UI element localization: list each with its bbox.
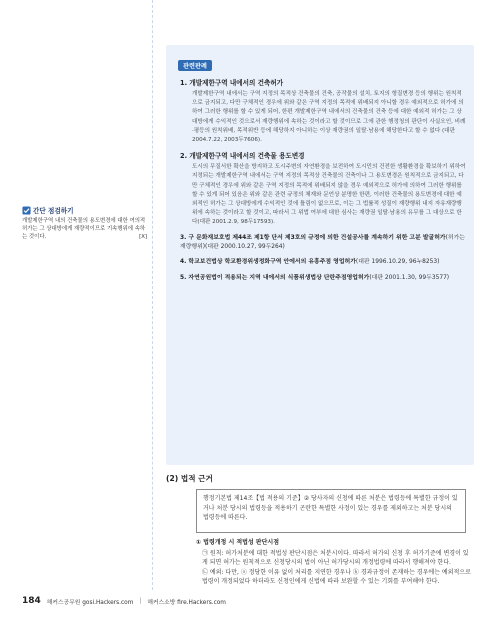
case-2-title: 2. 개발제한구역 내에서의 건축물 용도변경	[180, 152, 305, 161]
case-4-citation: (대판 1996.10.29, 96누8253)	[355, 259, 440, 266]
case-1-body: 개발제한구역 내에서는 구역 지정의 목적상 건축물의 건축, 공작물의 설치, 토지의 형질변경 등의 행위는 원칙적으로 금지되고, 다만 구체적인 경우에 위와 같은 구역 지정의 목적에 위배되지 아니할 경우 예외적으로 허가에 의하여 그러한 행위를 할 수 있게 되어, 한편 개발제한구역 내에서의 건축물의 건축 등에 대한 예외적 허가는 그 상대방에게 수익적인 것으로서 재량행위에 속하는 것이라고 할 것이므로 그에 관한 행정청의 판단이 사실오인, 비례·평등의 원칙위배, 목적위반 등에 해당하지 아니하는 이상 재량권의 일탈·남용에 해당한다고 할 수 없다 (대판 2004.7.22, 2003두7606).	[192, 91, 466, 144]
quick-check-title: 간단 점검하기	[33, 207, 74, 215]
timing-exception: ㉡ 예외: 다만, ⓐ 정당한 이유 없이 처리를 지연한 경우나 ⓑ 경과규정이 존재하는 경우에는 예외적으로 법령이 개정되었다 하더라도 신청인에게 신법에 따라 보완할 수 있는 기회를 부여해야 한다.	[202, 568, 471, 586]
page-footer	[22, 596, 226, 606]
case-3	[180, 234, 466, 253]
quick-check-answer: [X]	[139, 234, 147, 240]
timing-title: ① 법령개정 시 적법성 판단시점	[196, 539, 279, 546]
case-2-body: 도시의 무질서한 확산을 방지하고 도시주변의 자연환경을 보전하여 도시민의 건전한 생활환경을 확보하기 위하여 지정되는 개발제한구역 내에서는 구역 지정의 목적상 건축물의 건축이나 그 용도변경은 원칙적으로 금지되고, 다만 구체적인 경우에 위와 같은 구역 지정의 목적에 위배되지 않을 경우 예외적으로 허가에 의하여 그러한 행위를 할 수 있게 되어 있음은 위와 같은 관련 규정의 체재와 문언상 분명한 한편, 이러한 건축물의 용도변경에 대한 예외적인 허가는 그 상대방에게 수익적인 것에 틀림이 없으므로, 이는 그 법률적 성질이 재량행위 내지 자유재량행위에 속하는 것이라고 할 것이고, 따라서 그 위법 여부에 대한 심사는 재량권 일탈·남용의 유무를 그 대상으로 한다(대판 2001.2.9, 98두17593).	[192, 164, 466, 226]
footer-separator: |	[139, 598, 142, 604]
timing-section	[196, 538, 474, 587]
case-5	[180, 274, 466, 283]
related-cases-badge: 관련판례	[178, 60, 212, 71]
case-2	[174, 150, 466, 227]
section-heading: (2) 법적 근거	[166, 474, 213, 483]
footer-site-fire: 해커스소방 fire.Hackers.com	[147, 599, 226, 606]
case-4	[180, 258, 466, 267]
sidebar-divider	[152, 0, 153, 590]
case-1	[174, 77, 466, 145]
case-3-citation: (허가는 재량행위)(대판 2000.10.27, 99두264)	[180, 234, 465, 251]
case-5-citation: (대판 2001.1.30, 99두3577)	[369, 274, 450, 281]
page-number: 184	[22, 596, 41, 606]
quick-check-text: 개발제한구역 내의 건축물의 용도변경에 대한 여의적 허가는 그 상대방에게 재량적이므로 기속행위에 속하는 것이다.	[22, 218, 146, 240]
related-cases-box	[166, 45, 474, 465]
case-4-title: 4. 학교보건법상 학교환경위생정화구역 안에서의 유흥주점 영업허가	[180, 259, 356, 266]
checklist-icon	[22, 206, 31, 215]
quick-check-title-row	[22, 205, 147, 215]
footer-site-gosi: 해커스공무원 gosi.Hackers.com	[46, 599, 134, 606]
case-5-title: 5. 자연공원법이 적용되는 지역 내에서의 식품위생법상 단란주점영업허가	[180, 274, 370, 281]
case-3-title: 3. 구 문화재보호법 제44조 제1항 단서 제3호의 규정에 의한 건설공사를 계속하기 위한 고분 발굴허가	[180, 234, 446, 241]
legal-basis-box: 행정기본법 제14조【법 적용의 기준】② 당사자의 신청에 따른 처분은 법령등에 특별한 규정이 있거나 처분 당시의 법령등을 적용하기 곤란한 특별한 사정이 있는 경우를 제외하고는 처분 당시의 법령등에 따른다.	[196, 489, 466, 533]
case-1-title: 1. 개발제한구역 내에서의 건축허가	[180, 79, 284, 87]
quick-check-box	[22, 205, 147, 241]
timing-principle: ㉠ 원칙: 허가처분에 대한 적법성 판단시점은 처분시이다. 따라서 허가의 신청 후 허가기준에 변경이 있게 되면 허가는 원칙적으로 신청당시의 법이 아닌 허가당시의 개정법령에 따라서 행해져야 한다.	[202, 549, 469, 567]
quick-check-question	[22, 217, 147, 241]
